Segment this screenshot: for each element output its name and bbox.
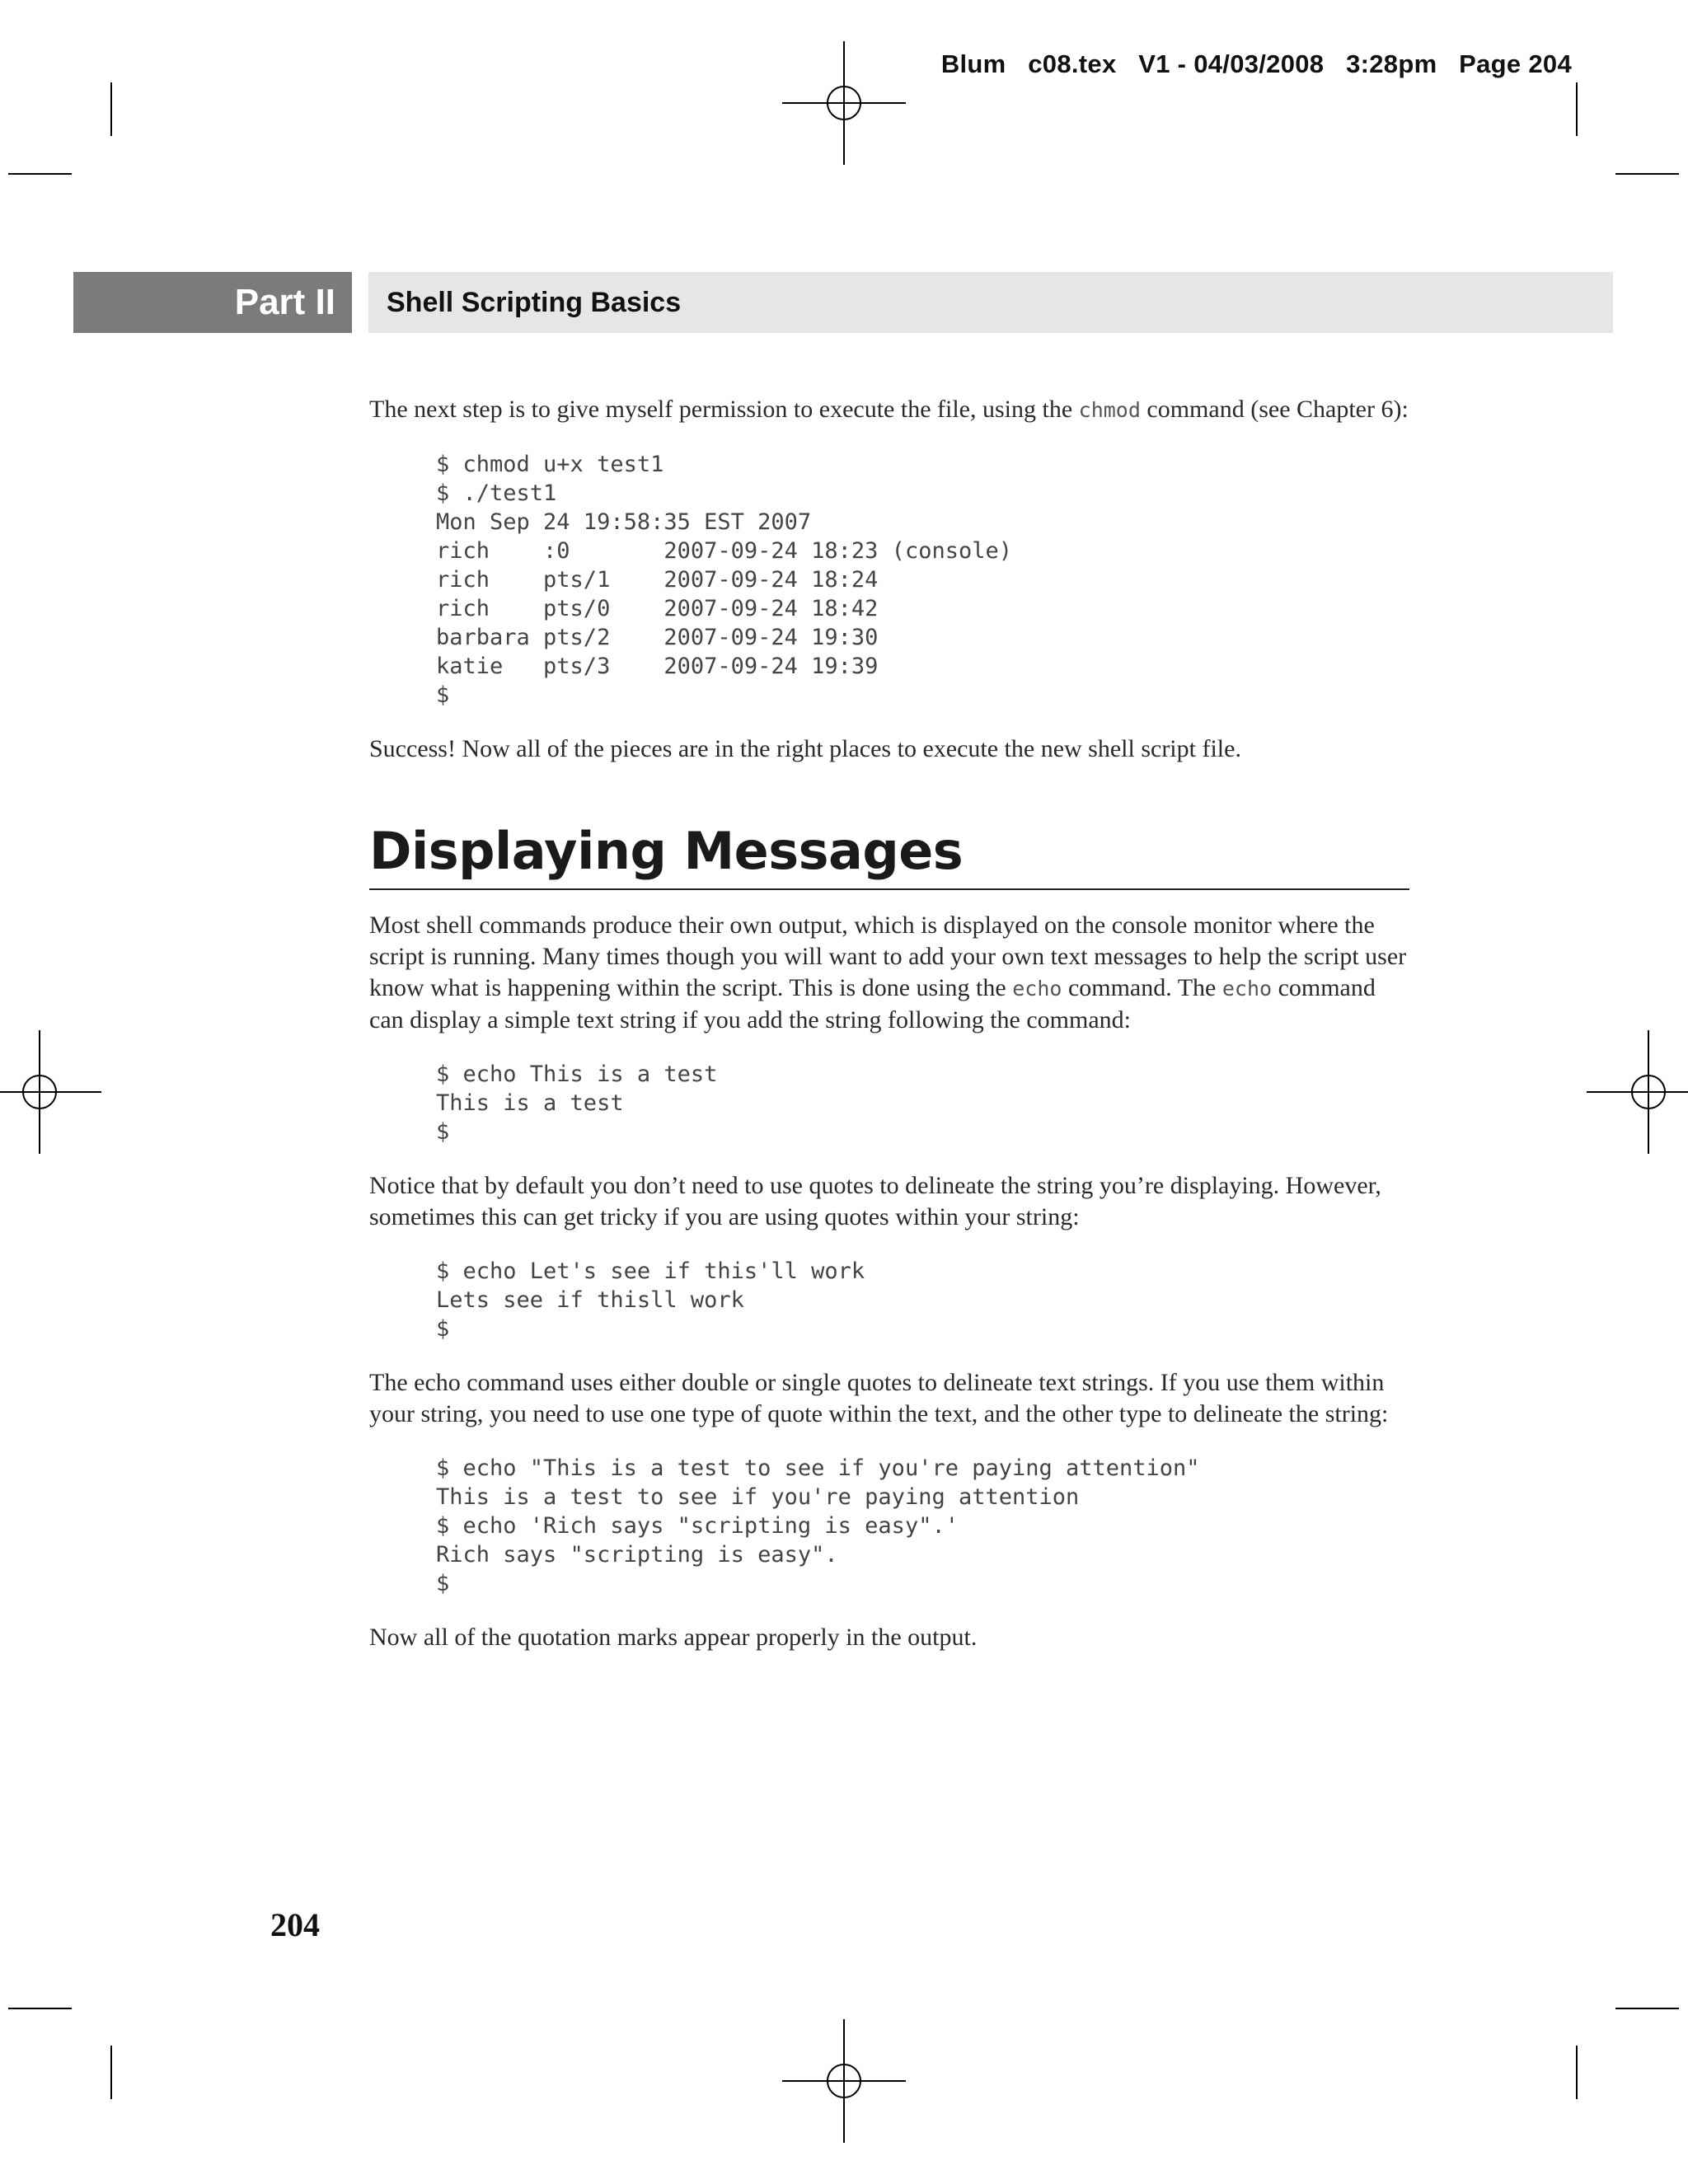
code-block: $ chmod u+x test1 $ ./test1 Mon Sep 24 19:58:35 EST 2007 rich :0 2007-09-24 18:23 (console) rich pts/1 2007-09-24 18:24 rich pts/0 2007-09-24 18:42 barbara pts/2 2007-09-24 19:30 katie pts/3 2007-09-24 19:39 $: [436, 452, 1012, 708]
code-block: $ echo This is a test This is a test $: [436, 1062, 718, 1145]
inline-code: echo: [1012, 977, 1062, 1001]
paragraph: Now all of the quotation marks appear properly in the output.: [369, 1624, 978, 1651]
code-block: $ echo Let's see if this'll work Lets see if thisll work $: [436, 1258, 865, 1342]
crop-mark-tr-v: [1576, 82, 1578, 136]
text-run: command (see Chapter 6):: [1140, 396, 1409, 423]
crop-mark-tr-h: [1615, 173, 1679, 175]
paragraph: Success! Now all of the pieces are in the right places to execute the new shell script file.: [369, 735, 1241, 762]
crop-mark-br-h: [1615, 2008, 1679, 2009]
paragraph: Notice that by default you don’t need to use quotes to delineate the string you’re displaying. However, sometimes this can get tricky if you are using quotes within your string:: [369, 1172, 1381, 1230]
crosshair-circle-icon: [0, 1030, 101, 1154]
text-run: command can display a simple text string if you add the string following the command:: [369, 974, 1376, 1033]
text-run: The next step is to give myself permission to execute the file, using the: [369, 396, 1079, 423]
crop-mark-tl-v: [110, 82, 112, 136]
paragraph: The echo command uses either double or single quotes to delineate text strings. If you use them within your string, you need to use one type of quote within the text, and the other type to delineate the string:: [369, 1369, 1389, 1427]
crosshair-circle-icon: [782, 41, 906, 165]
part-title: Shell Scripting Basics: [368, 272, 1613, 333]
inline-code: chmod: [1078, 398, 1141, 422]
inline-code: echo: [1221, 977, 1273, 1001]
section-heading: Displaying Messages: [369, 818, 1409, 890]
crop-mark-br-v: [1576, 2046, 1578, 2099]
text-run: command. The: [1062, 974, 1222, 1001]
crosshair-circle-icon: [1587, 1030, 1688, 1154]
crosshair-circle-icon: [782, 2019, 906, 2143]
paragraph: [369, 394, 1409, 426]
crop-mark-tl-h: [8, 173, 72, 175]
paragraph: [369, 910, 1409, 1036]
code-block: $ echo "This is a test to see if you're paying attention" This is a test to see if you're paying attention $ echo 'Rich says "scripting is easy".' Rich says "scripting is easy". $: [436, 1455, 1200, 1596]
page-number: 204: [270, 1906, 320, 1943]
crop-mark-bl-h: [8, 2008, 72, 2009]
text-run: Most shell commands produce their own output, which is displayed on the console monitor where the script is running. Many times though you will want to add your own text messages to help the script user know what is happening within the script. This is done using the: [369, 912, 1407, 1001]
printer-slug: Blum c08.tex V1 - 04/03/2008 3:28pm Page 204: [940, 49, 1572, 78]
crop-mark-bl-v: [110, 2046, 112, 2099]
part-label: Part II: [73, 272, 352, 333]
page-content: [369, 394, 1409, 1653]
